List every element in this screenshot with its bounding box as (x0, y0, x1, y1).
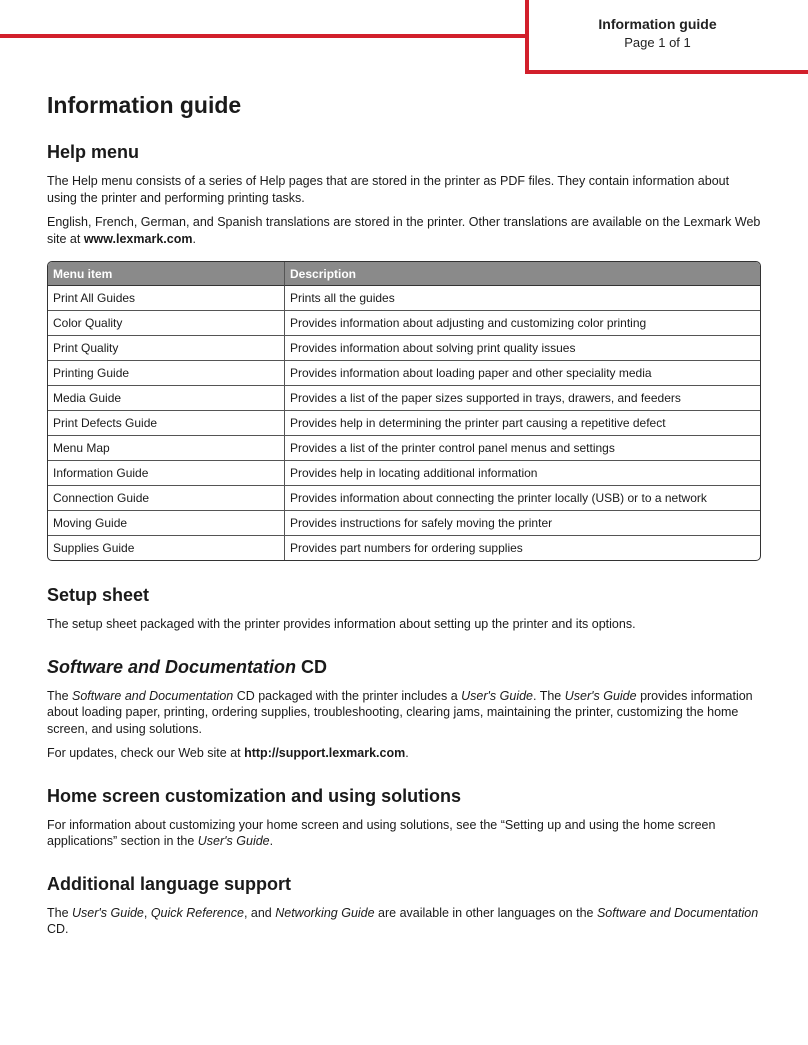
period: . (405, 746, 409, 760)
menu-item-cell: Print Defects Guide (48, 411, 285, 436)
description-cell: Provides help in locating additional information (285, 461, 760, 486)
menu-item-cell: Color Quality (48, 311, 285, 336)
header-rule-left (0, 34, 529, 38)
setup-sheet-section (47, 585, 762, 633)
header-page-number: Page 1 of 1 (624, 35, 691, 50)
text-run: CD. (47, 922, 69, 936)
table-header-row (48, 262, 760, 286)
translations-text: English, French, German, and Spanish translations are stored in the printer. Other translations are available on the Lexmark Web site at (47, 215, 761, 246)
menu-item-cell: Connection Guide (48, 486, 285, 511)
language-paragraph (47, 905, 762, 938)
document-body (47, 92, 762, 946)
period: . (192, 231, 196, 246)
language-section (47, 874, 762, 938)
language-heading: Additional language support (47, 873, 291, 894)
text-run: The (47, 905, 73, 920)
page-title: Information guide (47, 92, 242, 118)
setup-sheet-paragraph: The setup sheet packaged with the printer provides information about setting up the printer and its options. (47, 617, 636, 631)
updates-text: For updates, check our Web site at (47, 746, 245, 760)
home-screen-section (47, 786, 762, 850)
description-cell: Provides a list of the paper sizes supported in trays, drawers, and feeders (285, 386, 760, 411)
table-row (48, 486, 760, 511)
help-menu-table (47, 261, 761, 561)
menu-item-cell: Media Guide (48, 386, 285, 411)
table-row (48, 411, 760, 436)
menu-item-cell: Information Guide (48, 461, 285, 486)
description-cell: Provides help in determining the printer part causing a repetitive defect (285, 411, 760, 436)
menu-item-cell: Printing Guide (48, 361, 285, 386)
text-run-italic: Software and Documentation (596, 905, 759, 920)
table-row (48, 461, 760, 486)
setup-sheet-heading: Setup sheet (47, 585, 150, 605)
help-menu-paragraph: The Help menu consists of a series of Help pages that are stored in the printer as PDF files. They contain information about using the printer and performing printing tasks. (47, 174, 730, 205)
text-run: . The (533, 688, 565, 703)
text-run: For information about customizing your home screen and using solutions, see the “Setting up and using the home screen applications” section in the (47, 817, 716, 848)
help-menu-section (47, 142, 762, 561)
table-row (48, 386, 760, 411)
text-run: are available in other languages on the (374, 905, 597, 920)
home-screen-paragraph (47, 817, 762, 850)
text-run: , (143, 905, 151, 920)
table-row (48, 536, 760, 560)
text-run-italic: User's Guide (72, 905, 144, 920)
description-cell: Prints all the guides (285, 286, 760, 311)
text-run-italic: User's Guide (461, 688, 533, 703)
column-header-description: Description (285, 262, 760, 286)
description-cell: Provides instructions for safely moving the printer (285, 511, 760, 536)
software-cd-section (47, 657, 762, 762)
help-menu-heading: Help menu (47, 142, 140, 162)
text-run: . (269, 834, 274, 848)
software-cd-paragraph (47, 688, 762, 738)
text-run: The (47, 688, 73, 703)
text-run-italic: User's Guide (197, 834, 270, 848)
description-cell: Provides information about solving print quality issues (285, 336, 760, 361)
text-run-italic: User's Guide (564, 688, 637, 703)
heading-rest: CD (296, 656, 328, 677)
text-run: , and (243, 905, 276, 920)
support-link[interactable]: http://support.lexmark.com (244, 746, 406, 760)
menu-item-cell: Menu Map (48, 436, 285, 461)
table-row (48, 336, 760, 361)
header-rule-right (525, 70, 808, 74)
header-title: Information guide (598, 16, 717, 32)
home-screen-heading: Home screen customization and using solutions (47, 785, 462, 806)
column-header-menu-item: Menu item (48, 262, 285, 286)
description-cell: Provides information about connecting the printer locally (USB) or to a network (285, 486, 760, 511)
translations-paragraph (47, 214, 762, 247)
menu-item-cell: Print All Guides (48, 286, 285, 311)
heading-italic: Software and Documentation (47, 656, 297, 677)
software-cd-heading (47, 657, 762, 678)
menu-item-cell: Moving Guide (48, 511, 285, 536)
table-row (48, 436, 760, 461)
table-row (48, 361, 760, 386)
table-row (48, 511, 760, 536)
text-run: provides information about loading paper, printing, ordering supplies, troubleshooting, clearing jams, maintaining the printer, customizing the home screen, and using solutions. (47, 688, 753, 736)
text-run-italic: Quick Reference (150, 905, 244, 920)
text-run: CD packaged with the printer includes a (233, 688, 462, 703)
updates-paragraph (47, 745, 762, 762)
text-run-italic: Software and Documentation (72, 688, 234, 703)
description-cell: Provides a list of the printer control panel menus and settings (285, 436, 760, 461)
menu-item-cell: Print Quality (48, 336, 285, 361)
description-cell: Provides information about adjusting and customizing color printing (285, 311, 760, 336)
description-cell: Provides information about loading paper and other speciality media (285, 361, 760, 386)
lexmark-link[interactable]: www.lexmark.com (83, 231, 193, 246)
description-cell: Provides part numbers for ordering supplies (290, 541, 523, 555)
table-row (48, 311, 760, 336)
table-row (48, 286, 760, 311)
menu-item-cell: Supplies Guide (48, 536, 285, 560)
text-run-italic: Networking Guide (275, 905, 375, 920)
